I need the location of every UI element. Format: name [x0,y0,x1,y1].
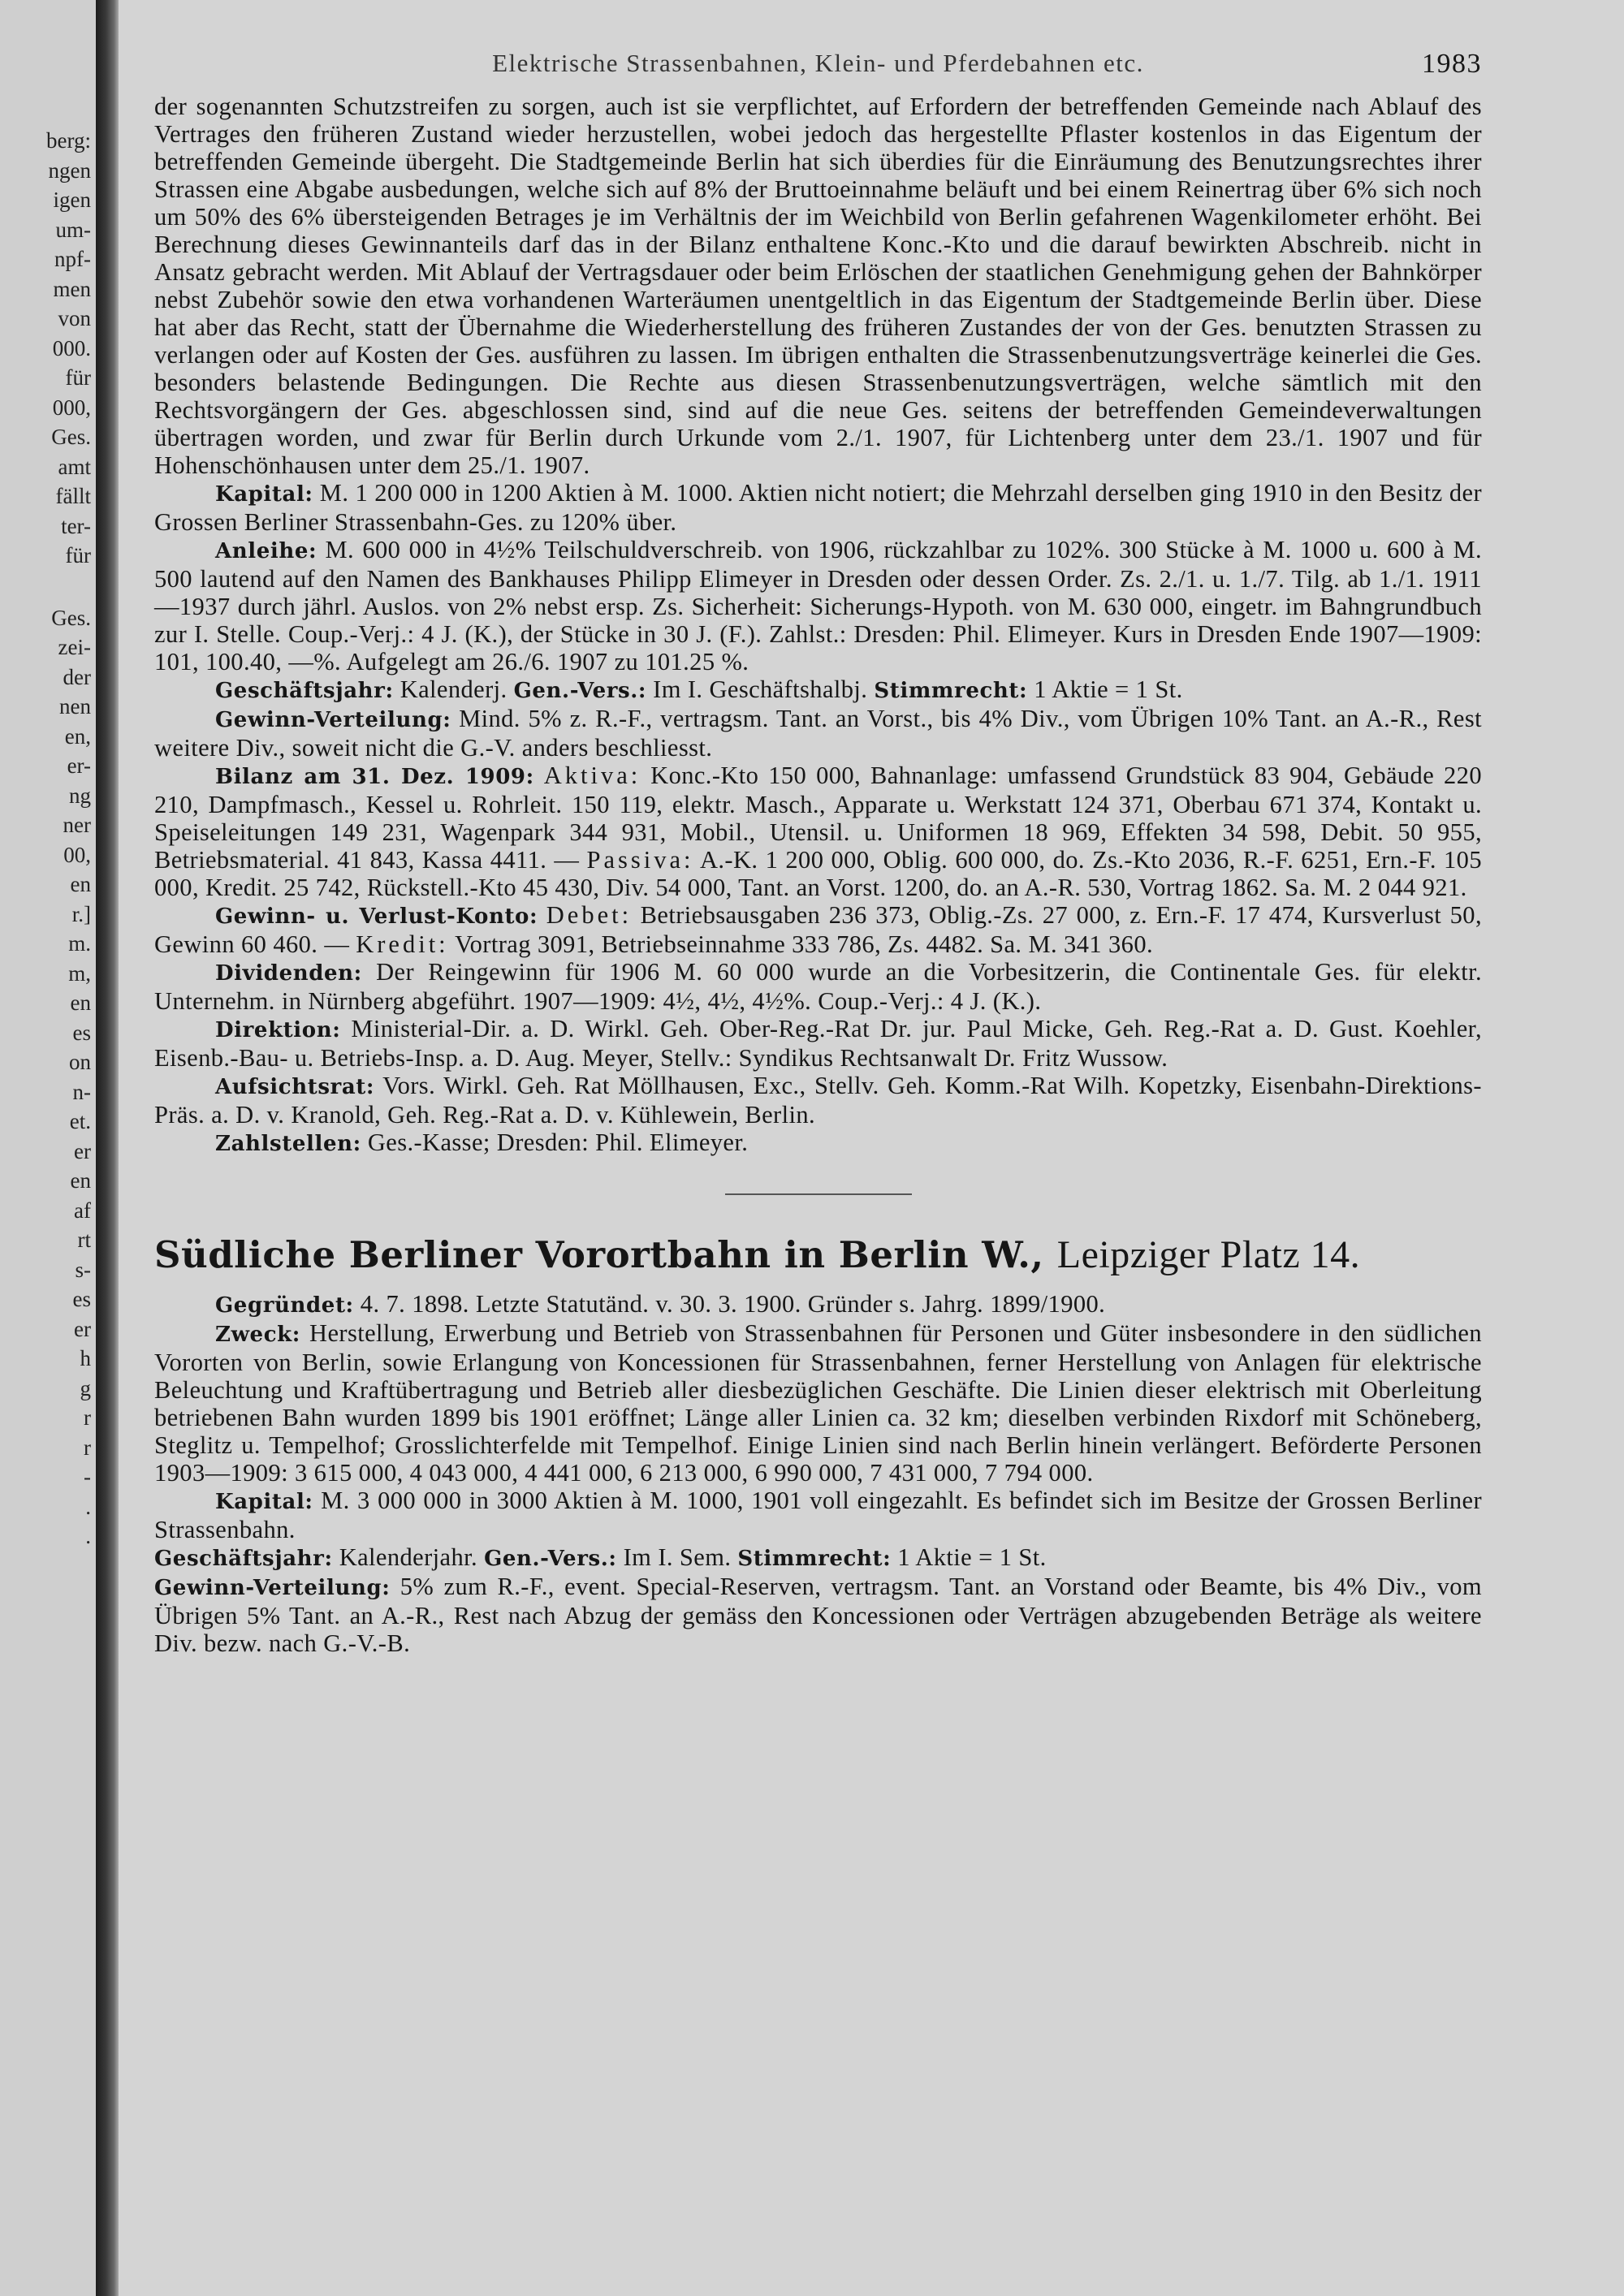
passiva-label: Passiva: [586,846,694,874]
gewinn-verteilung2-entry [154,1573,1482,1657]
direktion-entry [154,1015,1482,1072]
prev-page-fragment: et. [69,1109,91,1133]
passiva-text: A.-K. 1 200 000, Oblig. 600 000, do. Zs.-Kto 2036, R.-F. 6251, Ern.-F. 105 000, Kredit. 25 742, Rückstell.-Kto 45 430, Div. 54 000, Tant. an Vorst. 1200, do. an A.-R. 530, Vortrag 1862. Sa. M. 2 044 921. [154,846,1482,901]
dividenden-entry [154,958,1482,1015]
anleihe-text: M. 600 000 in 4½% Teilschuldverschreib. von 1906, rückzahlbar zu 102%. 300 Stücke à M. 1000 u. 600 à M. 500 lautend auf den Namen des Bankhauses Philipp Elimeyer in Dresden oder dessen Order. Zs. 2./1. u. 1./7. Tilg. ab 1./1. 1911—1937 durch jährl. Auslos. von 2% nebst ersp. Zs. Sicherheit: Sicherungs-Hypoth. von M. 630 000, eingetr. im Bahngrundbuch zur I. Stelle. Coup.-Verj.: 4 J. (K.), der Stücke in 30 J. (F.). Zahlst.: Dresden: Phil. Elimeyer. Kurs in Dresden Ende 1907—1909: 101, 100.40, —%. Aufgelegt am 26./6. 1907 zu 101.25 %. [154,536,1482,675]
prev-page-fragment: igen [53,188,91,212]
prev-page-fragment: für [65,365,91,390]
zahlstellen-text: Ges.-Kasse; Dresden: Phil. Elimeyer. [367,1129,749,1156]
gewinn-verteilung-entry [154,705,1482,762]
intro-paragraph: der sogenannten Schutzstreifen zu sorgen, auch ist sie verpflichtet, auf Erfordern der betreffenden Gemeinde nach Ablauf des Vertrages den früheren Zustand wieder herzustellen, wobei jedoch das hergestellte Pflaster kostenlos in das Eigentum der betreffenden Gemeinde übergeht. Die Stadtgemeinde Berlin hat sich überdies für die Einräumung des Benutzungsrechtes ihrer Strassen eine Abgabe ausbedungen, welche sich auf 8% der Bruttoeinnahme beläuft und bei einem Reinertrag über 6% sich noch um 50% des 6% übersteigenden Betrages je im Verhältnis der im Weichbild von Berlin gefahrenen Wagenkilometer erhöht. Bei Berechnung dieses Gewinnanteils darf das in der Bilanz enthaltene Konc.-Kto und die darauf bewirkten Abschreib. nicht in Ansatz gebracht werden. Mit Ablauf der Vertragsdauer oder beim Erlöschen der staatlichen Genehmigung gehen der Bahnkörper nebst Zubehör sowie den etwa vorhandenen Warteräumen unentgeltlich in das Eigentum der Stadtgemeinde Berlin über. Diese hat aber das Recht, statt der Übernahme die Wiederherstellung des früheren Zustandes der von der Ges. benutzten Strassen zu verlangen oder auf Kosten der Ges. ausführen zu lassen. Im übrigen enthalten die Strassenbenutzungsverträge keinerlei die Ges. besonders belastende Bedingungen. Die Rechte aus diesen Strassenbenutzungsverträgen, welche sämtlich mit den Rechtsvorgängern der Ges. abgeschlossen sind, sind auf die neue Ges. seitens der betreffenden Gemeindeverwaltungen übertragen worden, und zwar für Berlin durch Urkunde vom 2./1. 1907, für Lichtenberg unter dem 23./1. 1907 und für Hohenschönhausen unter dem 25./1. 1907. [154,93,1482,479]
prev-page-fragment: amt [58,454,91,479]
prev-page-fragment: r.] [71,901,91,926]
direktion-text: Ministerial-Dir. a. D. Wirkl. Geh. Ober-Reg.-Rat Dr. jur. Paul Micke, Geh. Reg.-Rat a. D. Gust. Koehler, Eisenb.-Bau- u. Betriebs-Insp. a. D. Aug. Meyer, Stellv.: Syndikus Rechtsanwalt Dr. Fritz Wussow. [154,1015,1482,1072]
prev-page-fragment: Ges. [51,605,91,630]
gewinn-verlust-entry [154,901,1482,958]
anleihe-entry [154,536,1482,675]
prev-page-fragment: m, [68,960,91,986]
kapital-entry [154,479,1482,536]
dividenden-label: Dividenden: [215,961,362,986]
kredit-label: Kredit: [356,930,449,958]
zweck-entry [154,1319,1482,1487]
prev-page-fragment: on [69,1050,91,1074]
prev-page-fragment: . [85,1494,91,1519]
gewinn-verlust-label: Gewinn- u. Verlust-Konto: [215,904,538,929]
stimmrecht2-label: Stimmrecht: [737,1547,892,1571]
prev-page-fragment: - [84,1465,91,1489]
debet-label: Debet: [546,901,633,929]
prev-page-fragment: er [74,1316,91,1341]
gen-vers-text: Im I. Geschäftshalbj. [653,675,868,703]
aktiva-label: Aktiva: [543,762,641,789]
stimmrecht2-text: 1 Aktie = 1 St. [897,1543,1047,1571]
prev-page-fragment: es [72,1287,91,1311]
company-address: Leipziger Platz 14. [1056,1233,1361,1276]
page-number: 1983 [1422,49,1482,79]
geschaeftsjahr-entry [154,675,1482,705]
prev-page-fragment: der [63,664,91,689]
prev-page-fragment: ner [63,813,91,837]
debet-text: Betriebsausgaben 236 373, Oblig.-Zs. 27 000, z. Ern.-F. 17 474, Kursverlust 50, Gewinn 60 460. — [154,901,1482,958]
prev-page-fragment: en [70,872,91,896]
kapital-label: Kapital: [215,482,313,507]
gegruendet-text: 4. 7. 1898. Letzte Statutänd. v. 30. 3. 1900. Gründer s. Jahrg. 1899/1900. [360,1290,1106,1318]
prev-page-fragment: . [85,1524,91,1548]
geschaeftsjahr2-label: Geschäftsjahr: [154,1547,333,1571]
prev-page-fragment: er [74,1138,91,1163]
prev-page-fragment: h [80,1346,91,1370]
geschaeftsjahr2-text: Kalenderjahr. [339,1543,478,1571]
prev-page-fragment: um- [55,217,91,242]
aufsichtsrat-text: Vors. Wirkl. Geh. Rat Möllhausen, Exc., Stellv. Geh. Komm.-Rat Wilh. Kopetzky, Eisenbahn-Direktions-Präs. a. D. v. Kranold, Geh. Reg.-Rat a. D. v. Kühlewein, Berlin. [154,1072,1482,1129]
zweck-label: Zweck: [215,1323,300,1347]
kredit-text: Vortrag 3091, Betriebseinnahme 333 786, Zs. 4482. Sa. M. 341 360. [455,930,1154,958]
book-gutter [96,0,119,2296]
anleihe-label: Anleihe: [215,539,317,563]
prev-page-fragment: es [72,1020,91,1045]
aktiva-text: Konc.-Kto 150 000, Bahnanlage: umfassend Grundstück 83 904, Gebäude 220 210, Dampfmasch., Kessel u. Rohrleit. 150 119, elektr. Masch., Apparate u. Werkstatt 124 371, Oberbau 671 374, Kontakt u. Speiseleitungen 149 231, Wagenpark 344 931, Mobil., Utensil. u. Uniformen 18 969, Effekten 34 598, Debit. 50 955, Betriebsmaterial. 41 843, Kassa 4411. — [154,762,1482,874]
prev-page-fragment: von [58,306,91,330]
prev-page-fragment: ngen [48,158,91,183]
geschaeftsjahr-label: Geschäftsjahr: [215,679,394,703]
prev-page-fragment: ter- [61,513,91,538]
prev-page-fragment: n- [72,1079,91,1104]
prev-page-fragment: m. [68,931,91,956]
prev-page-fragment: rt [77,1228,91,1252]
prev-page-fragment: en [70,1168,91,1193]
direktion-label: Direktion: [215,1018,341,1042]
prev-page-fragment: 00, [63,842,91,867]
prev-page-fragment: 000. [52,335,91,360]
company-name: Südliche Berliner Vorortbahn in Berlin W., [154,1233,1044,1276]
prev-page-fragment: s- [75,1257,91,1282]
prev-page-fragment: zei- [58,635,91,659]
dividenden-text: Der Reingewinn für 1906 M. 60 000 wurde an die Vorbesitzerin, die Continentale Ges. für elektr. Unternehm. in Nürnberg abgeführt. 1907—1909: 4½, 4½, 4½%. Coup.-Verj.: 4 J. (K.). [154,958,1482,1015]
gewinn-verteilung-text: Mind. 5% z. R.-F., vertragsm. Tant. an Vorst., bis 4% Div., vom Übrigen 10% Tant. an A.-R., Rest weitere Div., soweit nicht die G.-V. anders beschliesst. [154,705,1482,762]
bilanz-entry [154,762,1482,901]
stimmrecht-text: 1 Aktie = 1 St. [1034,675,1183,703]
prev-page-fragment: berg: [46,128,91,153]
gegruendet-label: Gegründet: [215,1293,354,1318]
kapital2-label: Kapital: [215,1490,313,1514]
gewinn-verteilung2-text: 5% zum R.-F., event. Special-Reserven, vertragsm. Tant. an Vorstand oder Beamte, bis 4% Div., vom Übrigen 5% Tant. an A.-R., Rest nach Abzug der gemäss den Koncessionen oder Verträgen abzugebenden Beträge als weitere Div. bezw. nach G.-V.-B. [154,1573,1482,1657]
prev-page-fragment: af [74,1198,91,1223]
kapital2-text: M. 3 000 000 in 3000 Aktien à M. 1000, 1901 voll eingezahlt. Es befindet sich im Besitze der Grossen Berliner Strassenbahn. [154,1487,1483,1543]
gewinn-verteilung2-label: Gewinn-Verteilung: [154,1576,391,1600]
zahlstellen-label: Zahlstellen: [215,1132,361,1156]
prev-page-fragment: g [80,1375,91,1400]
section-separator [725,1193,912,1195]
prev-page-fragment: en [70,990,91,1015]
gen-vers2-label: Gen.-Vers.: [484,1547,617,1571]
geschaeftsjahr-text: Kalenderj. [400,675,508,703]
prev-page-fragment: en, [64,723,91,749]
prev-page-fragment: fällt [55,484,91,508]
company-heading [154,1232,1482,1277]
prev-page-fragment: nen [59,694,91,719]
zahlstellen-entry [154,1129,1482,1158]
aufsichtsrat-entry [154,1072,1482,1129]
gewinn-verteilung-label: Gewinn-Verteilung: [215,708,451,732]
gen-vers2-text: Im I. Sem. [623,1543,732,1571]
prev-page-fragment: r [84,1405,91,1430]
prev-page-fragment: 000, [52,395,91,420]
zweck-text: Herstellung, Erwerbung und Betrieb von Strassenbahnen für Personen und Güter insbesondere in den südlichen Vororten von Berlin, sowie Erlangung von Koncessionen für Strassenbahnen, ferner Herstellung von Anlagen für elektrische Beleuchtung und Kraftübertragung und Betrieb aller diesbezüglichen Geschäfte. Die Linien dieser elektrisch mit Oberleitung betriebenen Bahn wurden 1899 bis 1901 eröffnet; Länge aller Linien ca. 32 km; dieselben verbinden Rixdorf mit Schöneberg, Steglitz u. Tempelhof; Grosslichterfelde mit Tempelhof. Einige Linien sind nach Berlin hinein verlängert. Beförderte Personen 1903—1909: 3 615 000, 4 043 000, 4 441 000, 6 213 000, 6 990 000, 7 431 000, 7 794 000. [154,1319,1482,1487]
stimmrecht-label: Stimmrecht: [874,679,1028,703]
prev-page-fragment: ng [69,783,91,808]
running-head [154,49,1482,81]
gegruendet-entry [154,1290,1482,1319]
prev-page-fragment: r [84,1435,91,1460]
running-head-title: Elektrische Strassenbahnen, Klein- und Pferdebahnen etc. [492,49,1144,77]
aufsichtsrat-label: Aufsichtsrat: [215,1075,375,1099]
prev-page-fragment: für [65,543,91,568]
previous-page-strip [0,0,96,2296]
prev-page-fragment: npf- [54,247,91,271]
prev-page-fragment: men [53,276,91,301]
kapital-text: M. 1 200 000 in 1200 Aktien à M. 1000. Aktien nicht notiert; die Mehrzahl derselben ging 1910 in den Besitz der Grossen Berliner Strassenbahn-Ges. zu 120% über. [154,479,1482,536]
gen-vers-label: Gen.-Vers.: [513,679,647,703]
prev-page-fragment: er- [67,753,91,778]
kapital2-entry [154,1487,1482,1543]
bilanz-label: Bilanz am 31. Dez. 1909: [215,765,534,789]
prev-page-fragment: Ges. [51,425,91,449]
page [154,49,1482,1657]
geschaeftsjahr2-entry [154,1543,1482,1573]
